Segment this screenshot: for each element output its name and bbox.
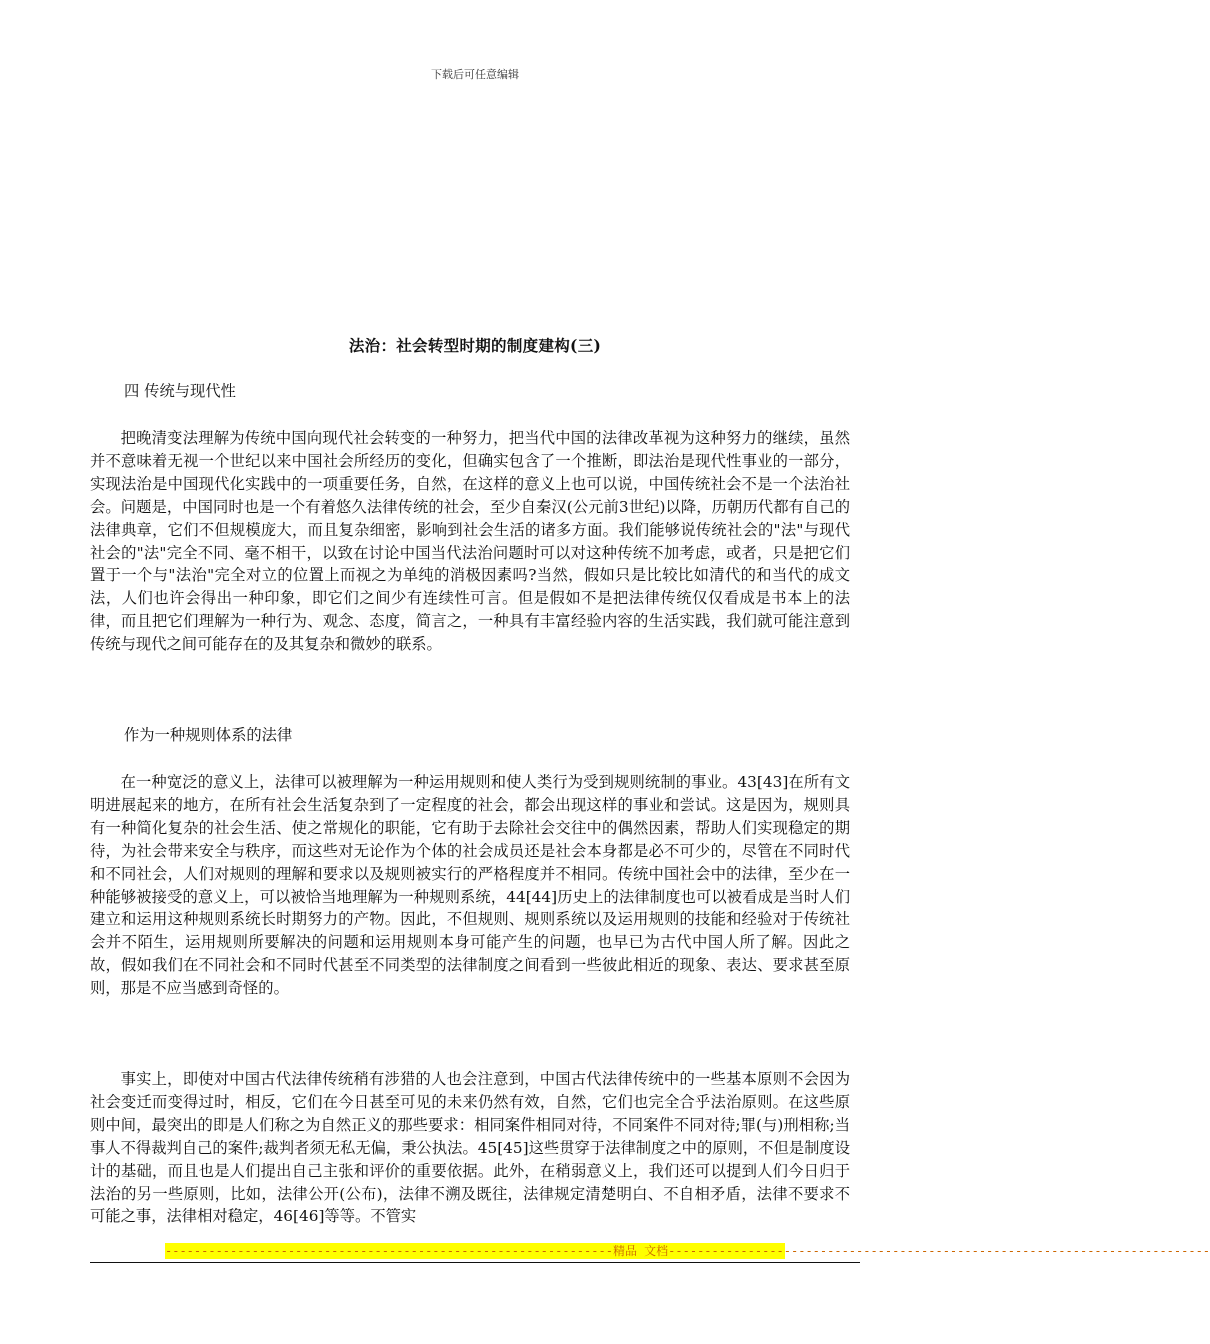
paragraph-3-text: 事实上，即使对中国古代法律传统稍有涉猎的人也会注意到，中国古代法律传统中的一些基本原则不会因为社会变迁而变得过时，相反，它们在今日甚至可见的未来仍然有效，自然，它们也完全合乎法治原则。在这些原则中间，最突出的即是人们称之为自然正义的那些要求：相同案件相同对待，不同案件不同对待;罪(与)刑相称;当事人不得裁判自己的案件;裁判者须无私无偏，秉公执法。45[45]这些贯穿于法律制度之中的原则，不但是制度设计的基础，而且也是人们提出自己主张和评价的重要依据。此外，在稍弱意义上，我们还可以提到人们今日归于法治的另一些原则，比如，法律公开(公布)，法律不溯及既往，法律规定清楚明白、不自相矛盾，法律不要求不可能之事，法律相对稳定，46[46]等等。不管实 [90, 1070, 850, 1226]
paragraph-2 [90, 771, 850, 1000]
paragraph-1 [90, 427, 850, 656]
section-heading: 四 传统与现代性 [124, 382, 236, 400]
footer-left-dashes: -------------------------------------------------------------- [165, 1244, 613, 1258]
page-header-note: 下载后可任意编辑 [431, 68, 519, 81]
subheading: 作为一种规则体系的法律 [124, 726, 293, 744]
paragraph-2-text: 在一种宽泛的意义上，法律可以被理解为一种运用规则和使人类行为受到规则统制的事业。43[43]在所有文明进展起来的地方，在所有社会生活复杂到了一定程度的社会，都会出现这样的事业和尝试。这是因为，规则具有一种简化复杂的社会生活、使之常规化的职能，它有助于去除社会交往中的偶然因素，帮助人们实现稳定的期待，为社会带来安全与秩序，而这些对无论作为个体的社会成员还是社会本身都是必不可少的，尽管在不同时代和不同社会，人们对规则的理解和要求以及规则被实行的严格程度并不相同。传统中国社会中的法律，至少在一种能够被接受的意义上，可以被恰当地理解为一种规则系统，44[44]历史上的法律制度也可以被看成是当时人们建立和运用这种规则系统长时期努力的产物。因此，不但规则、规则系统以及运用规则的技能和经验对于传统社会并不陌生，运用规则所要解决的问题和运用规则本身可能产生的问题，也早已为古代中国人所了解。因此之故，假如我们在不同社会和不同时代甚至不同类型的法律制度之间看到一些彼此相近的现象、表达、要求甚至原则，那是不应当感到奇怪的。 [90, 773, 850, 998]
footer-label: 精品 文档 [612, 1244, 669, 1258]
footer-right-dashes: --------------------------------------------------------------------------- [668, 1244, 1210, 1258]
footer-rule [90, 1262, 860, 1263]
document-title: 法治：社会转型时期的制度建构(三) [348, 336, 602, 355]
footer-banner [165, 1243, 1210, 1259]
paragraph-3 [90, 1068, 850, 1228]
paragraph-1-text: 把晚清变法理解为传统中国向现代社会转变的一种努力，把当代中国的法律改革视为这种努力的继续，虽然并不意味着无视一个世纪以来中国社会所经历的变化，但确实包含了一个推断，即法治是现代性事业的一部分，实现法治是中国现代化实践中的一项重要任务，自然，在这样的意义上也可以说，中国传统社会不是一个法治社会。问题是，中国同时也是一个有着悠久法律传统的社会，至少自秦汉(公元前3世纪)以降，历朝历代都有自己的法律典章，它们不但规模庞大，而且复杂细密，影响到社会生活的诸多方面。我们能够说传统社会的"法"与现代社会的"法"完全不同、毫不相干，以致在讨论中国当代法治问题时可以对这种传统不加考虑，或者，只是把它们置于一个与"法治"完全对立的位置上而视之为单纯的消极因素吗?当然，假如只是比较比如清代的和当代的成文法，人们也许会得出一种印象，即它们之间少有连续性可言。但是假如不是把法律传统仅仅看成是书本上的法律，而且把它们理解为一种行为、观念、态度，简言之，一种具有丰富经验内容的生活实践，我们就可能注意到传统与现代之间可能存在的及其复杂和微妙的联系。 [90, 429, 850, 654]
